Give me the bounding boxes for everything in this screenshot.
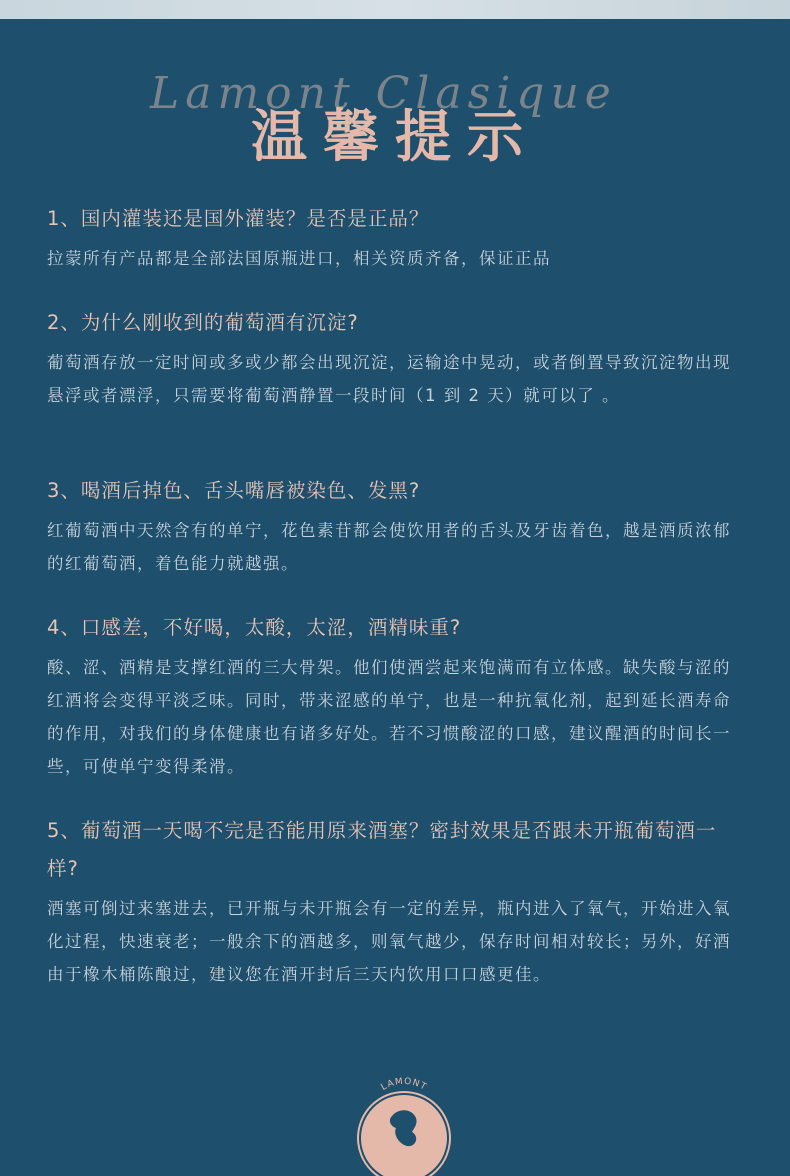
faq-answer: 酸、涩、酒精是支撑红酒的三大骨架。他们使酒尝起来饱满而有立体感。缺失酸与涩的红酒将会变得平淡乏味。同时，带来涩感的单宁，也是一种抗氧化剂，起到延长酒寿命的作用，对我们的身体健康也有诸多好处。若不习惯酸涩的口感，建议醒酒的时间长一些，可使单宁变得柔滑。 [47, 658, 731, 776]
faq-item-3 [47, 472, 747, 580]
faq-question: 3、喝酒后掉色、舌头嘴唇被染色、发黑? [47, 479, 421, 502]
faq-item-2 [47, 304, 747, 412]
faq-answer: 拉蒙所有产品都是全部法国原瓶进口，相关资质齐备，保证正品 [47, 249, 551, 268]
script-watermark: Lamont Clasique [150, 68, 617, 119]
faq-item-1 [47, 200, 747, 275]
svg-text:LAMONT [380, 1077, 429, 1093]
faq-answer: 酒塞可倒过来塞进去，已开瓶与未开瓶会有一定的差异，瓶内进入了氧气，开始进入氧化过程，快速衰老；一般余下的酒越多，则氧气越少，保存时间相对较长；另外，好酒由于橡木桶陈酿过，建议您在酒开封后三天内饮用口口感更佳。 [47, 899, 731, 984]
faq-answer: 红葡萄酒中天然含有的单宁，花色素苷都会使饮用者的舌头及牙齿着色，越是酒质浓郁的红葡萄酒，着色能力就越强。 [47, 521, 731, 573]
logo-text: LAMONT [379, 1076, 429, 1093]
faq-item-5 [47, 812, 747, 991]
faq-question: 5、葡萄酒一天喝不完是否能用原来酒塞？密封效果是否跟未开瓶葡萄酒一样? [47, 819, 717, 880]
faq-item-4 [47, 609, 747, 783]
lamont-logo [352, 1072, 456, 1176]
faq-answer: 葡萄酒存放一定时间或多或少都会出现沉淀，运输途中晃动，或者倒置导致沉淀物出现悬浮或者漂浮，只需要将葡萄酒静置一段时间（1 到 2 天）就可以了 。 [47, 353, 731, 405]
faq-question: 4、口感差，不好喝，太酸，太涩，酒精味重? [47, 616, 462, 639]
page-title: 温馨提示 [251, 105, 539, 170]
top-strip [0, 0, 790, 19]
faq-question: 2、为什么刚收到的葡萄酒有沉淀? [47, 311, 359, 334]
faq-question: 1、国内灌装还是国外灌装？是否是正品？ [47, 207, 430, 230]
